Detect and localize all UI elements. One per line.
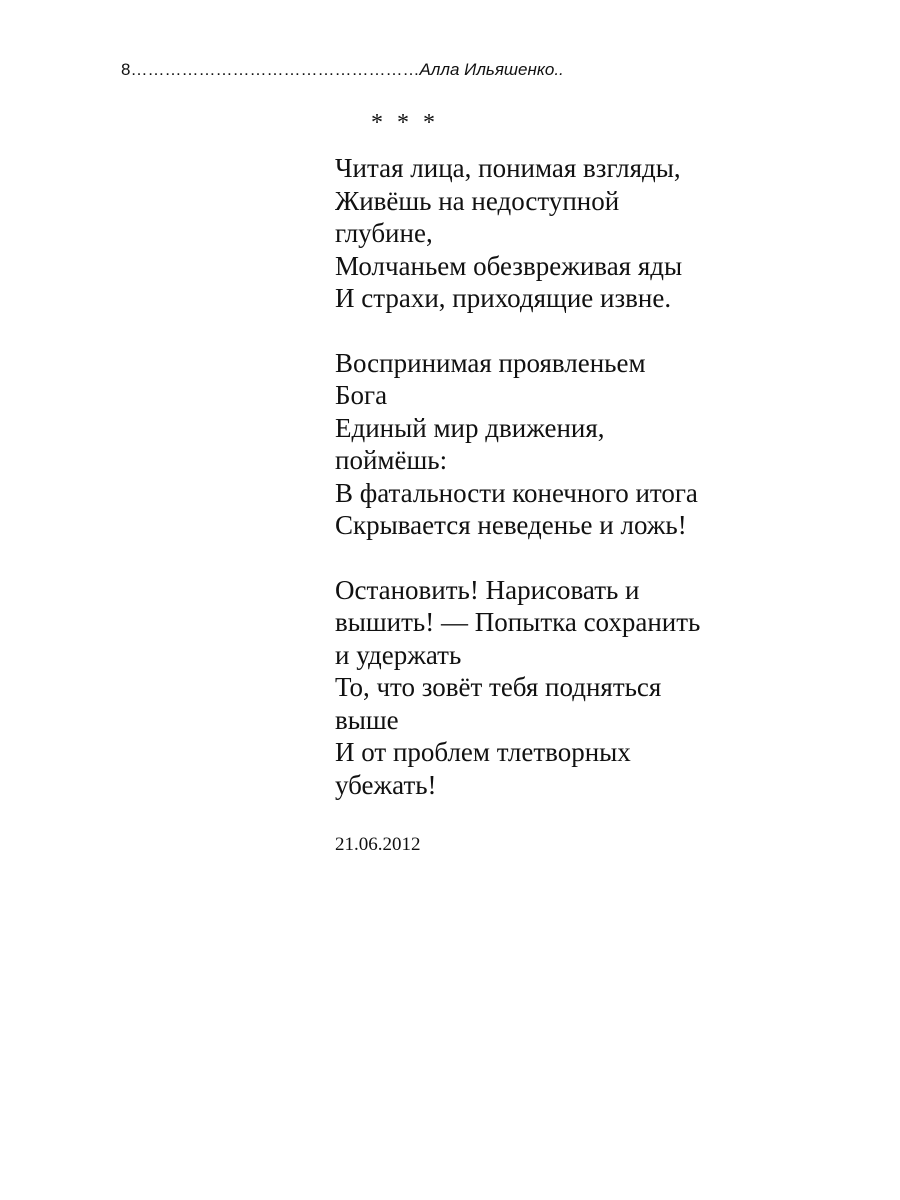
stanza-2 [335,347,795,542]
poem-line: То, что зовёт тебя подняться [335,672,662,702]
poem-separator: * * * [371,110,439,136]
poem-line: Остановить! Нарисовать и [335,574,640,605]
poem-line: Живёшь на недоступной [335,185,620,216]
poem-line: Читая лица, понимая взгляды, [335,153,681,183]
stanza-3 [335,574,795,802]
poem-line: Бога [335,380,388,410]
stanza-1 [335,152,795,315]
poem-line: поймёшь: [335,445,448,475]
page-header [121,58,564,82]
poem-line: Молчаньем обезвреживая яды [335,250,683,281]
header-author: Алла Ильяшенко.. [419,60,564,79]
poem-line: В фатальности конечного итога [335,477,698,508]
poem-line: выше [335,704,399,735]
poem-line: убежать! [335,769,437,800]
poem-line: и удержать [335,639,462,670]
poem-line: И от проблем тлетворных [335,737,631,767]
poem [335,108,795,857]
poem-line: Единый мир движения, [335,412,605,443]
header-dot-leader: …………………………………………… [130,60,420,79]
poem-line: вышить! — Попытка сохранить [335,607,701,637]
page-number: 8 [121,60,131,79]
poem-line: И страхи, приходящие извне. [335,283,672,313]
poem-line: Скрывается неведенье и ложь! [335,510,687,540]
poem-date: 21.06.2012 [335,834,421,855]
poem-line: Воспринимая проявленьем [335,347,646,378]
poem-line: глубине, [335,218,433,248]
